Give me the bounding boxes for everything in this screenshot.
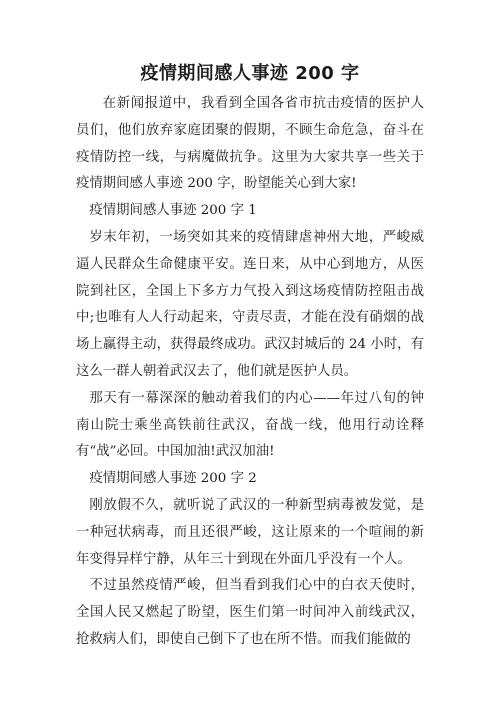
paragraph-1b: 那天有一幕深深的触动着我们的内心——年过八旬的钟南山院士乘坐高铁前往武汉，奋战一线，他用行动诠释有“战”必回。中国加油!武汉加油!: [76, 390, 424, 460]
document-title: 疫情期间感人事迹 200 字: [140, 63, 360, 84]
paragraph-1a: 岁末年初，一场突如其来的疫情肆虐神州大地，严峻威逼人民群众生命健康平安。连日来，从中心到地方，从医院到社区，全国上下多方力气投入到这场疫情防控阻击战中;也唯有人人行动起来，守责尽责，才能在没有硝烟的战场上赢得主动，获得最终成功。武汉封城后的 24 小时，有这么一群人朝着武汉去了，他们就是医护人员。: [76, 229, 424, 379]
paragraph-2b: 不过虽然疫情严峻，但当看到我们心中的白衣天使时，全国人民又燃起了盼望，医生们第一时间冲入前线武汉，抢救病人们，即使自己倒下了也在所不惜。而我们能做的: [76, 578, 424, 647]
section-heading-1: 疫情期间感人事迹 200 字 1: [89, 203, 257, 219]
section-heading-2: 疫情期间感人事迹 200 字 2: [89, 471, 257, 487]
document-body: [76, 91, 424, 654]
paragraph-2a: 刚放假不久，就听说了武汉的一种新型病毒被发觉，是一种冠状病毒，而且还很严峻，这让原来的一个喧闹的新年变得异样宁静，从年三十到现在外面几乎没有一个人。: [76, 497, 424, 567]
paragraph-intro: 在新闻报道中，我看到全国各省市抗击疫情的医护人员们，他们放弃家庭团聚的假期，不顾生命危急，奋斗在疫情防控一线，与病魔做抗争。这里为大家共享一些关于疫情期间感人事迹 200 字，盼望能关心到大家!: [76, 96, 424, 192]
